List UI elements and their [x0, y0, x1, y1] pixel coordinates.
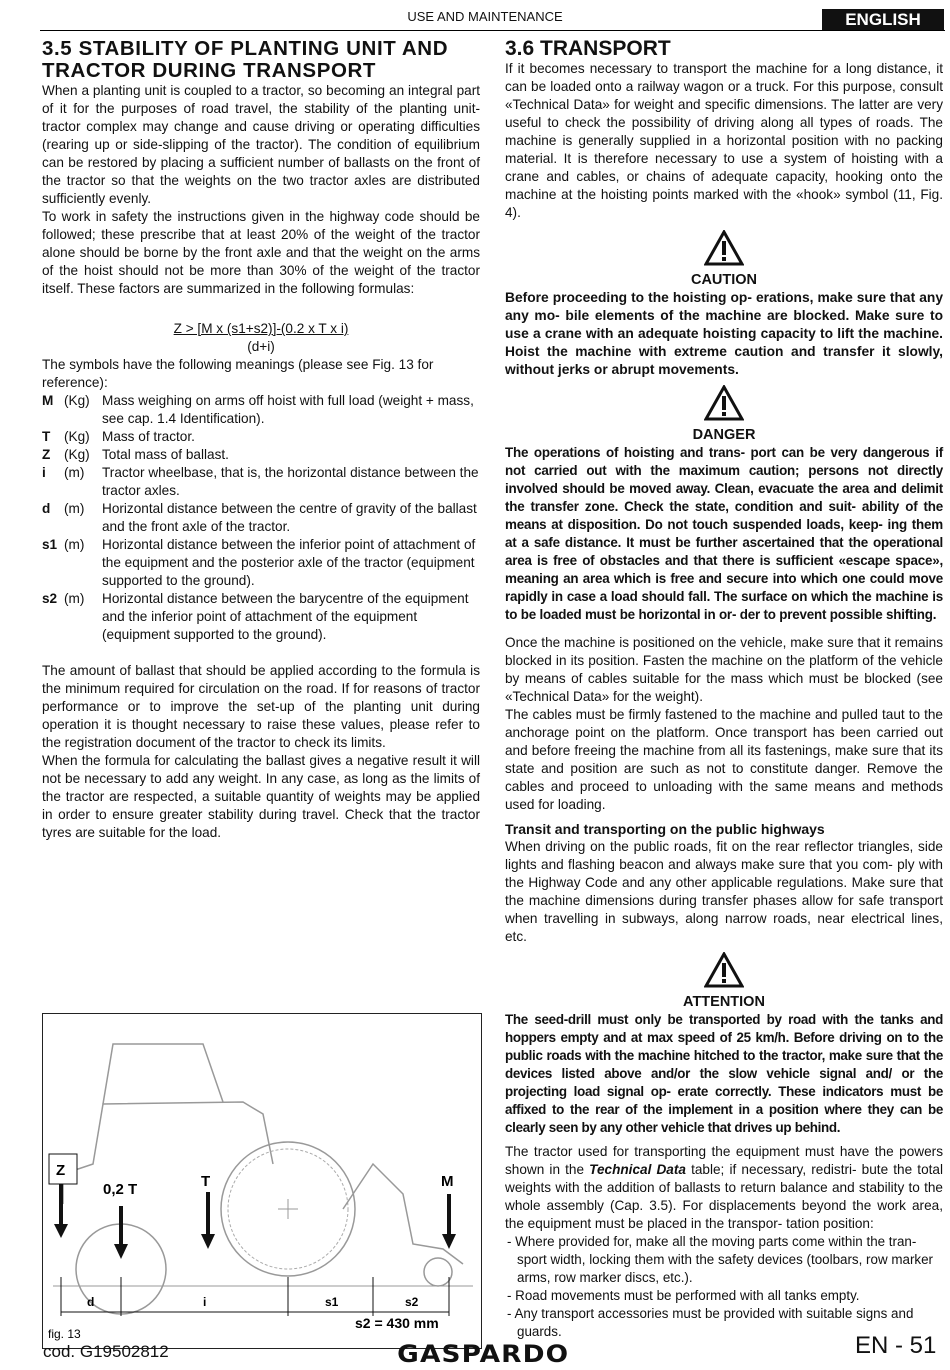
dim-s2: s2	[405, 1295, 419, 1309]
right-paragraph-2: Once the machine is positioned on the vehicle, make sure that it remains blocked in its position. Fasten the machine on the platform of the vehicle by means of cables suitable for the mass which must be blocked (see «Technical Data» for the weight).	[505, 635, 943, 704]
symbol-key: M	[42, 393, 54, 408]
page-header	[0, 6, 950, 28]
symbol-unit: (Kg)	[64, 447, 90, 462]
symbol-key: Z	[42, 447, 51, 462]
symbol-row	[42, 536, 480, 590]
technical-data-ref: Technical Data	[589, 1162, 686, 1177]
arrow-02t-head	[114, 1244, 128, 1259]
symbol-key: i	[42, 465, 46, 480]
header-section-title: USE AND MAINTENANCE	[407, 9, 563, 24]
symbol-row	[42, 500, 480, 536]
page-number: EN - 51	[855, 1332, 937, 1359]
warning-triangle-icon	[704, 385, 744, 421]
figure-13	[42, 1013, 482, 1349]
attention-text: The seed-drill must only be transported by road with the tanks and hoppers empty and at max speed of 25 km/h. Before driving on to the public roads with the machine hitched to the tractor, make sure that the devices listed above and/or the slow vehicle signal and/ or the projecting load signal op- erate correctly. These indicators must be affixed to the rear of the implement in a position where they can be clearly seen by any other vehicle that drives up behind.	[505, 1012, 943, 1135]
dim-s1: s1	[325, 1295, 339, 1309]
brand-logo: GASPARDO	[397, 1340, 570, 1368]
symbol-key: T	[42, 429, 51, 444]
symbol-unit: (m)	[64, 591, 85, 606]
caution-title: CAUTION	[690, 272, 758, 288]
symbol-key: d	[42, 501, 51, 516]
implement-wheel	[424, 1258, 452, 1286]
arrow-z-head	[54, 1224, 68, 1238]
symbols-intro: The symbols have the following meanings (please see Fig. 13 for reference):	[42, 357, 434, 390]
tractor-cab	[103, 1044, 223, 1104]
list-item: - Where provided for, make all the moving parts come within the tran- sport width, locking them with the safety devices (toolbars, row marker arms, row marker discs, etc.).	[507, 1234, 934, 1285]
symbol-row	[42, 428, 480, 446]
ballast-formula	[42, 320, 480, 356]
danger-block	[505, 385, 943, 444]
tractor-hood	[63, 1102, 273, 1204]
symbol-row	[42, 590, 480, 644]
p5-start: The tractor used for transporting the equipment must have the powers shown in the	[505, 1144, 943, 1177]
warning-triangle-icon	[704, 952, 744, 988]
symbol-desc: Total mass of ballast.	[102, 447, 229, 462]
right-paragraph-1: If it becomes necessary to transport the machine for a long distance, it can be loaded onto a railway wagon or a truck. For this purpose, consult «Technical Data» for weight and specific dimensions. The latter are very useful to check the possibility of driving along all types of roads. The machine is generally supplied in a horizontal position with no packing material. It is therefore necessary to use a system of hoisting with a crane and cables, or chains of adequate capacity, hooking onto the machine at the hoisting points marked with the «hook» symbol (11, Fig. 4).	[505, 61, 943, 220]
symbol-desc: Horizontal distance between the centre of gravity of the ballast and the front axle of the tractor.	[102, 501, 477, 534]
danger-title: DANGER	[692, 427, 756, 443]
symbol-unit: (m)	[64, 501, 85, 516]
symbol-key: s2	[42, 591, 58, 606]
right-paragraph-5	[505, 1143, 943, 1233]
left-paragraph-3: The amount of ballast that should be applied according to the formula is the minimum required for circulation on the road. If for reasons of tractor performance or to improve the set-up of the planting unit during operation it is thought necessary to raise these values, please refer to the registration document of the tractor to check its limits.	[42, 663, 480, 750]
p5-end: table; if necessary, redistri- bute the total weights with the addition of ballasts to return balance and stability to the whole assembly (Cap. 3.5). For displacements beyond the work area, the equipment must be placed in the transpor- tation position:	[505, 1162, 943, 1231]
language-badge: ENGLISH	[822, 9, 944, 31]
symbol-unit: (Kg)	[64, 393, 90, 408]
right-paragraph-4: When driving on the public roads, fit on the rear reflector triangles, side lights and flashing beacon and always make sure that you com- ply with the Highway Code and any other applicable regulations. Make sure that the machine dimensions during transfer phases allow for safe transport when travelling in subways, along narrow roads, near electrical lines, etc.	[505, 839, 943, 944]
left-paragraph-1: When a planting unit is coupled to a tractor, so becoming an integral part of it for the purposes of road travel, the stability of the planting unit-tractor complex may change and cause driving or operating difficulties (rearing up or side-slipping of the tractor). The condition of equilibrium can be restored by placing a sufficient number of ballasts on the front of the tractor so that the weights on the two tractor axles are distributed sufficiently evenly.	[42, 83, 480, 206]
list-item: - Any transport accessories must be provided with suitable signs and guards.	[507, 1306, 914, 1339]
attention-title: ATTENTION	[683, 994, 765, 1010]
caution-text: Before proceeding to the hoisting op- erations, make sure that any any mo- bile elements of the machine are blocked. Make sure to use a crane with an adequate hoisting capacity to lift the machine. Hoist the machine with extreme caution and transfer it slowly, without jerks or abrupt movements.	[505, 290, 943, 377]
symbol-unit: (m)	[64, 537, 85, 552]
list-item: - Road movements must be performed with all tanks empty.	[507, 1288, 860, 1303]
dim-d: d	[87, 1295, 95, 1309]
symbol-desc: Horizontal distance between the inferior point of attachment of the equipment and the posterior axle of the tractor (equipment supported to the ground).	[102, 537, 476, 588]
formula-numerator: Z > [M x (s1+s2)]-(0.2 x T x i)	[173, 321, 349, 336]
label-02t: 0,2 T	[103, 1181, 138, 1198]
arrow-t-head	[201, 1234, 215, 1249]
attention-block	[505, 952, 943, 1011]
symbol-desc: Mass of tractor.	[102, 429, 195, 444]
section-3-5-title: 3.5 STABILITY OF PLANTING UNIT AND TRACTOR DURING TRANSPORT	[42, 37, 449, 82]
left-paragraph-4: When the formula for calculating the ballast gives a negative result it will not be necessary to add any weight. In any case, as long as the limits of the tractor are respected, a suitable quantity of weights may be applied in order to ensure greater stability during travel. Check that the tractor tyres are suitable for the load.	[42, 753, 480, 840]
left-column	[42, 38, 480, 842]
symbol-unit: (Kg)	[64, 429, 90, 444]
label-z: Z	[56, 1162, 66, 1179]
symbol-desc: Tractor wheelbase, that is, the horizontal distance between the tractor axles.	[102, 465, 479, 498]
transport-list	[505, 1233, 943, 1341]
symbol-row	[42, 446, 480, 464]
symbol-row	[42, 392, 480, 428]
warning-triangle-icon	[704, 230, 744, 266]
arrow-m-head	[442, 1234, 456, 1249]
figure-caption: fig. 13	[48, 1327, 81, 1341]
symbol-key: s1	[42, 537, 58, 552]
symbol-list	[42, 392, 480, 644]
caution-block	[505, 230, 943, 289]
symbol-unit: (m)	[64, 465, 85, 480]
header-rule	[40, 30, 945, 31]
section-3-6-title: 3.6 TRANSPORT	[505, 37, 671, 60]
right-paragraph-3: The cables must be firmly fastened to the machine and pulled taut to the anchorage point on the platform. Once transport has been carried out and before freeing the machine from all its fastenings, make sure that its state and position are such as not to constitute danger. Remove the cables and proceed to unloading with the same means and methods used for loading.	[505, 707, 943, 812]
formula-denominator: (d+i)	[247, 339, 275, 354]
left-paragraph-2: To work in safety the instructions given in the highway code should be followed; these prescribe that at least 20% of the weight of the tractor alone should be borne by the front axle and that the weight on the arms of the hoist should not be more than 30% of the weight of the tractor itself. These factors are summarized in the following formulas:	[42, 209, 480, 296]
dim-i: i	[203, 1295, 207, 1309]
danger-text: The operations of hoisting and trans- port can be very dangerous if not carried out with the maximum caution; persons not directly involved should be moved away. Clean, evacuate the area and delimit the transfer zone. Check the state, condition and suit- ability of the means at disposition. Do not touch suspended loads, keep- ing them at a safe distance. It must be further ascertained that the operational area is free of obstacles and that there is sufficient «escape space», meaning an area which is free and secure into which one could move rapidly in case a load should fall. The surface on which the machine is to be loaded must be horizontal in or- der to prevent possible shifting.	[505, 445, 943, 622]
symbol-desc: Mass weighing on arms off hoist with full load (weight + mass, see cap. 1.4 Identification).	[102, 393, 474, 426]
s2-value: s2 = 430 mm	[355, 1315, 439, 1331]
transit-subheading: Transit and transporting on the public highways	[505, 821, 825, 837]
label-t: T	[201, 1173, 211, 1190]
label-m: M	[441, 1173, 454, 1190]
symbol-desc: Horizontal distance between the barycentre of the equipment and the inferior point of attachment of the equipment (equipment supported to the ground).	[102, 591, 469, 642]
symbol-row	[42, 464, 480, 500]
document-code: cod. G19502812	[43, 1342, 169, 1361]
right-column	[505, 38, 943, 1341]
tractor-diagram	[43, 1014, 481, 1348]
